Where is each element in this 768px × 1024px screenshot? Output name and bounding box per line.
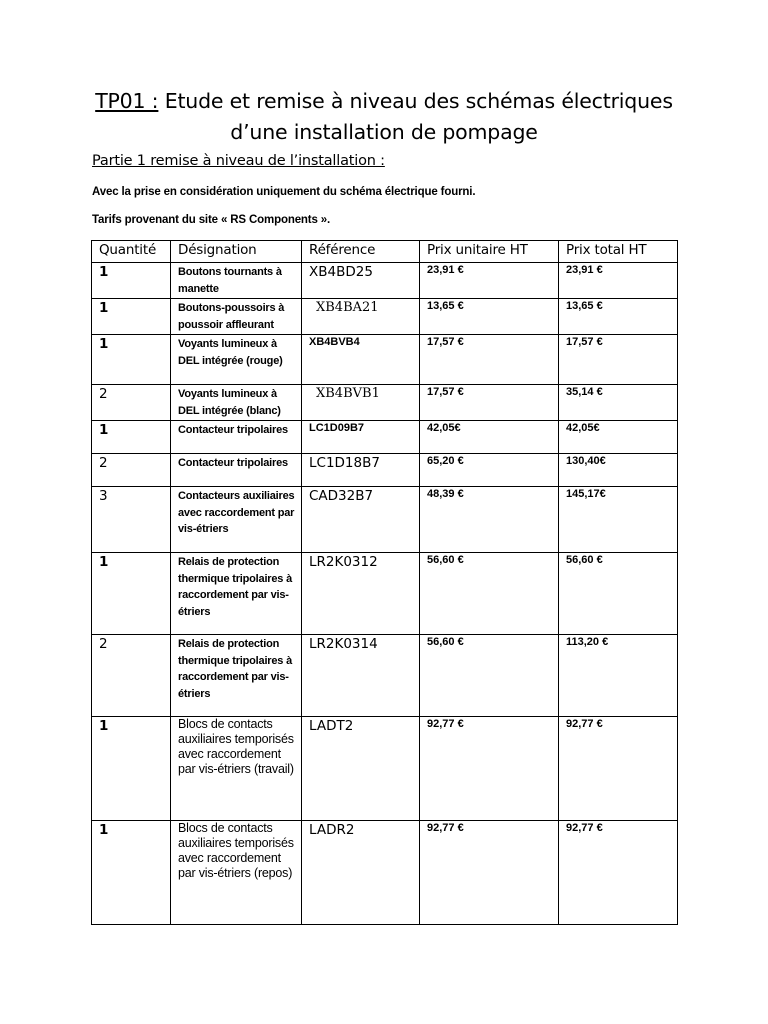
cell-reference: LC1D18B7 bbox=[302, 454, 420, 487]
cell-designation: Relais de protection thermique tripolaires à raccordement par vis-étriers bbox=[171, 635, 302, 717]
table-row bbox=[92, 635, 678, 717]
cell-designation: Blocs de contacts auxiliaires temporisés avec raccordement par vis-étriers (repos) bbox=[171, 821, 302, 925]
cell-unit-price: 48,39 € bbox=[420, 487, 559, 553]
cell-designation: Relais de protection thermique tripolaires à raccordement par vis-étriers bbox=[171, 553, 302, 635]
cell-qty: 1 bbox=[92, 553, 171, 635]
header-qty: Quantité bbox=[92, 241, 171, 263]
cell-qty: 1 bbox=[92, 263, 171, 299]
title-line-1-text: Etude et remise à niveau des schémas électriques bbox=[158, 89, 673, 113]
cell-reference: LADR2 bbox=[302, 821, 420, 925]
components-table bbox=[91, 240, 678, 925]
cell-reference: LC1D09B7 bbox=[302, 421, 420, 454]
cell-qty: 1 bbox=[92, 299, 171, 335]
cell-designation: Blocs de contacts auxiliaires temporisés avec raccordement par vis-étriers (travail) bbox=[171, 717, 302, 821]
cell-unit-price: 65,20 € bbox=[420, 454, 559, 487]
cell-total-price: 113,20 € bbox=[559, 635, 678, 717]
document-title bbox=[0, 86, 768, 148]
cell-unit-price: 17,57 € bbox=[420, 385, 559, 421]
table-row bbox=[92, 454, 678, 487]
cell-total-price: 23,91 € bbox=[559, 263, 678, 299]
cell-reference: CAD32B7 bbox=[302, 487, 420, 553]
title-line-2: d’une installation de pompage bbox=[230, 120, 538, 144]
cell-reference: LR2K0312 bbox=[302, 553, 420, 635]
table-row bbox=[92, 553, 678, 635]
cell-qty: 1 bbox=[92, 717, 171, 821]
cell-designation: Contacteur tripolaires bbox=[171, 421, 302, 454]
cell-reference: XB4BA21 bbox=[302, 299, 420, 335]
cell-designation: Contacteur tripolaires bbox=[171, 454, 302, 487]
cell-designation: Boutons-poussoirs à poussoir affleurant bbox=[171, 299, 302, 335]
table-row bbox=[92, 335, 678, 385]
table-row bbox=[92, 421, 678, 454]
cell-reference: XB4BVB4 bbox=[302, 335, 420, 385]
title-line-1 bbox=[0, 86, 768, 117]
cell-total-price: 35,14 € bbox=[559, 385, 678, 421]
cell-qty: 2 bbox=[92, 454, 171, 487]
cell-total-price: 17,57 € bbox=[559, 335, 678, 385]
table-row bbox=[92, 263, 678, 299]
header-reference: Référence bbox=[302, 241, 420, 263]
header-designation: Désignation bbox=[171, 241, 302, 263]
cell-unit-price: 17,57 € bbox=[420, 335, 559, 385]
cell-designation: Voyants lumineux à DEL intégrée (rouge) bbox=[171, 335, 302, 385]
cell-total-price: 145,17€ bbox=[559, 487, 678, 553]
cell-qty: 2 bbox=[92, 635, 171, 717]
table-row bbox=[92, 821, 678, 925]
cell-unit-price: 92,77 € bbox=[420, 717, 559, 821]
cell-unit-price: 56,60 € bbox=[420, 553, 559, 635]
header-unit-price: Prix unitaire HT bbox=[420, 241, 559, 263]
cell-qty: 3 bbox=[92, 487, 171, 553]
cell-designation: Boutons tournants à manette bbox=[171, 263, 302, 299]
table-row bbox=[92, 385, 678, 421]
part-heading: Partie 1 remise à niveau de l’installation : bbox=[92, 153, 385, 169]
cell-unit-price: 23,91 € bbox=[420, 263, 559, 299]
table-row bbox=[92, 299, 678, 335]
note-scope: Avec la prise en considération uniquement du schéma électrique fourni. bbox=[92, 186, 476, 198]
cell-total-price: 13,65 € bbox=[559, 299, 678, 335]
cell-reference: LADT2 bbox=[302, 717, 420, 821]
cell-qty: 1 bbox=[92, 335, 171, 385]
cell-unit-price: 92,77 € bbox=[420, 821, 559, 925]
cell-unit-price: 56,60 € bbox=[420, 635, 559, 717]
cell-reference: XB4BD25 bbox=[302, 263, 420, 299]
cell-total-price: 42,05€ bbox=[559, 421, 678, 454]
cell-designation: Voyants lumineux à DEL intégrée (blanc) bbox=[171, 385, 302, 421]
cell-total-price: 92,77 € bbox=[559, 717, 678, 821]
cell-total-price: 56,60 € bbox=[559, 553, 678, 635]
note-source: Tarifs provenant du site « RS Components ». bbox=[92, 214, 331, 226]
cell-unit-price: 42,05€ bbox=[420, 421, 559, 454]
cell-designation: Contacteurs auxiliaires avec raccordement par vis-étriers bbox=[171, 487, 302, 553]
cell-total-price: 130,40€ bbox=[559, 454, 678, 487]
cell-reference: LR2K0314 bbox=[302, 635, 420, 717]
cell-qty: 1 bbox=[92, 821, 171, 925]
cell-reference: XB4BVB1 bbox=[302, 385, 420, 421]
cell-unit-price: 13,65 € bbox=[420, 299, 559, 335]
cell-total-price: 92,77 € bbox=[559, 821, 678, 925]
cell-qty: 2 bbox=[92, 385, 171, 421]
table-header-row bbox=[92, 241, 678, 263]
table-row bbox=[92, 487, 678, 553]
cell-qty: 1 bbox=[92, 421, 171, 454]
table-row bbox=[92, 717, 678, 821]
header-total-price: Prix total HT bbox=[559, 241, 678, 263]
title-prefix: TP01 : bbox=[95, 89, 159, 113]
